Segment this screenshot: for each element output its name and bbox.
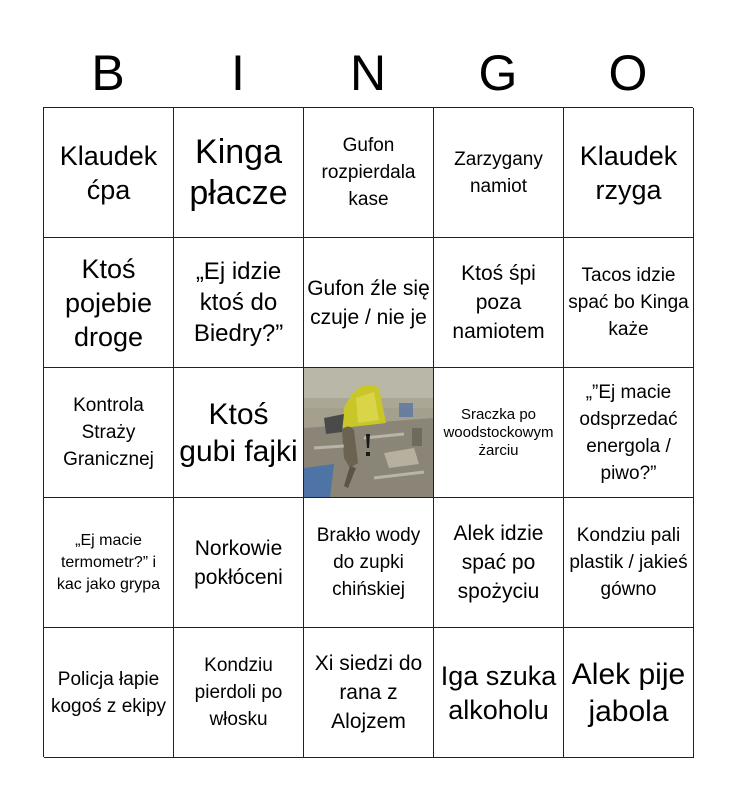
bingo-cell[interactable] bbox=[564, 498, 694, 628]
bingo-cell[interactable] bbox=[174, 108, 304, 238]
cell-text: Klaudek rzyga bbox=[579, 140, 678, 205]
cell-text: „Ej idzie ktoś do Biedry?” bbox=[193, 258, 284, 347]
bingo-cell[interactable] bbox=[44, 498, 174, 628]
bingo-cell[interactable] bbox=[174, 368, 304, 498]
cell-text: Tacos idzie spać bo Kinga każe bbox=[568, 265, 689, 340]
cell-text: Klaudek ćpa bbox=[59, 140, 158, 205]
cell-text: „”Ej macie odsprzedać energola / piwo?” bbox=[579, 381, 678, 484]
bingo-cell[interactable] bbox=[304, 108, 434, 238]
bingo-cell[interactable] bbox=[564, 628, 694, 758]
bingo-cell[interactable] bbox=[44, 238, 174, 368]
cell-text: Kondziu pierdoli po włosku bbox=[194, 655, 283, 730]
bingo-cell[interactable] bbox=[434, 108, 564, 238]
cell-text: Xi siedzi do rana z Alojzem bbox=[314, 652, 423, 733]
bingo-cell[interactable] bbox=[304, 628, 434, 758]
cell-text: Kinga płacze bbox=[189, 132, 288, 212]
bingo-cell[interactable] bbox=[564, 368, 694, 498]
bingo-cell[interactable] bbox=[174, 238, 304, 368]
free-space[interactable] bbox=[304, 368, 434, 498]
bingo-header bbox=[43, 42, 693, 104]
header-letter-i: I bbox=[231, 45, 245, 101]
free-space-photo bbox=[304, 368, 433, 497]
bingo-cell[interactable] bbox=[304, 238, 434, 368]
cell-text: Norkowie pokłóceni bbox=[194, 536, 283, 589]
bingo-cell[interactable] bbox=[44, 108, 174, 238]
header-letter-b: B bbox=[91, 45, 125, 101]
bingo-cell[interactable] bbox=[174, 498, 304, 628]
cell-text: Ktoś pojebie droge bbox=[64, 253, 153, 352]
cell-text: Brakło wody do zupki chińskiej bbox=[316, 525, 421, 600]
bingo-cell[interactable] bbox=[304, 498, 434, 628]
bingo-board bbox=[43, 107, 693, 757]
header-letter-g: G bbox=[478, 45, 518, 101]
bingo-cell[interactable] bbox=[434, 628, 564, 758]
cell-text: Gufon rozpierdala kase bbox=[321, 135, 416, 210]
cell-text: Alek idzie spać po spożyciu bbox=[453, 522, 544, 603]
cell-text: Kontrola Straży Granicznej bbox=[63, 395, 154, 470]
cell-text: Policja łapie kogoś z ekipy bbox=[50, 668, 167, 717]
cell-text: Kondziu pali plastik / jakieś gówno bbox=[569, 525, 688, 600]
header-letter-n: N bbox=[349, 45, 387, 101]
header-letter-o: O bbox=[608, 45, 648, 101]
bingo-cell[interactable] bbox=[564, 108, 694, 238]
cell-text: Ktoś śpi poza namiotem bbox=[452, 262, 545, 343]
cell-text: Ktoś gubi fajki bbox=[179, 397, 298, 468]
cell-text: Zarzygany namiot bbox=[454, 148, 543, 197]
bingo-cell[interactable] bbox=[434, 498, 564, 628]
bingo-cell[interactable] bbox=[44, 368, 174, 498]
cell-text: Iga szuka alkoholu bbox=[440, 660, 557, 725]
cell-text: Gufon źle się czuje / nie je bbox=[307, 276, 430, 329]
bingo-cell[interactable] bbox=[434, 368, 564, 498]
cell-text: Sraczka po woodstockowym żarciu bbox=[443, 405, 554, 459]
cell-text: Alek pije jabola bbox=[571, 657, 686, 728]
bingo-cell[interactable] bbox=[174, 628, 304, 758]
cell-text: „Ej macie termometr?” i kac jako grypa bbox=[56, 531, 161, 593]
bingo-cell[interactable] bbox=[564, 238, 694, 368]
bingo-cell[interactable] bbox=[44, 628, 174, 758]
bingo-cell[interactable] bbox=[434, 238, 564, 368]
